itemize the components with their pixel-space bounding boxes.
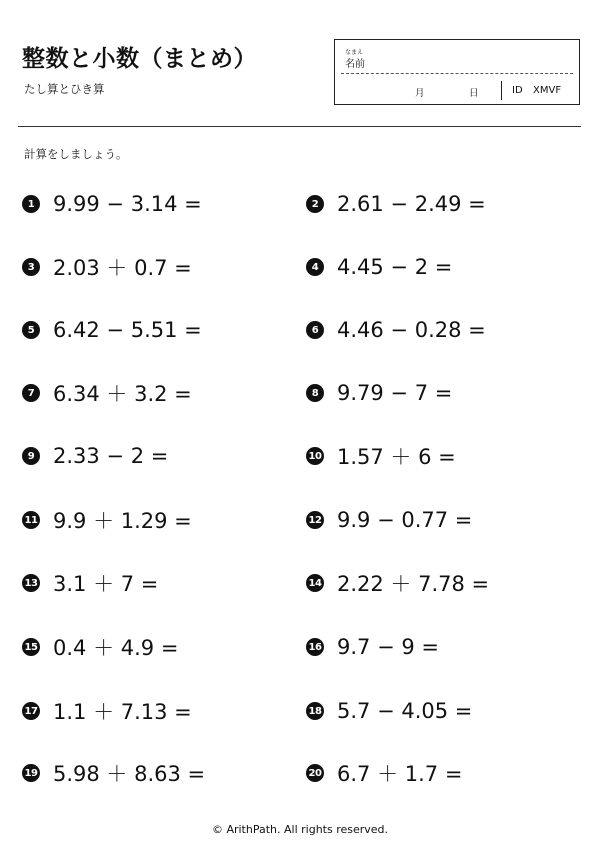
problem-item xyxy=(22,442,168,470)
problem-number-badge: 15 xyxy=(22,638,40,656)
problem-expression: 2.33 − 2 = xyxy=(53,444,169,468)
problem-item xyxy=(22,506,192,534)
problem-expression: 9.79 − 7 = xyxy=(337,381,453,405)
problem-number-badge: 6 xyxy=(306,321,324,339)
day-label: 日 xyxy=(469,88,479,99)
problem-expression: 2.61 − 2.49 = xyxy=(337,192,486,216)
problem-item xyxy=(306,759,462,787)
problem-number-badge: 18 xyxy=(306,702,324,720)
problem-item xyxy=(306,697,472,725)
problem-item xyxy=(306,633,439,661)
problem-item xyxy=(306,569,489,597)
problem-number-badge: 14 xyxy=(306,574,324,592)
problem-item xyxy=(22,316,202,344)
problem-number-badge: 1 xyxy=(22,195,40,213)
name-box-divider xyxy=(501,81,502,100)
problem-number-badge: 9 xyxy=(22,447,40,465)
problem-item xyxy=(306,442,456,470)
problem-item xyxy=(306,316,486,344)
problem-expression: 6.34 ＋ 3.2 = xyxy=(53,382,192,406)
copyright-footer: © ArithPath. All rights reserved. xyxy=(211,823,389,836)
problem-expression: 6.42 − 5.51 = xyxy=(53,318,202,342)
problem-expression: 4.46 − 0.28 = xyxy=(337,318,486,342)
problem-number-badge: 3 xyxy=(22,258,40,276)
name-box xyxy=(334,39,580,105)
problem-expression: 2.03 ＋ 0.7 = xyxy=(53,256,192,280)
problem-item xyxy=(22,569,158,597)
month-label: 月 xyxy=(415,88,425,99)
problem-expression: 5.98 ＋ 8.63 = xyxy=(53,762,206,786)
name-label: 名前 xyxy=(345,59,365,70)
problem-number-badge: 5 xyxy=(22,321,40,339)
problem-number-badge: 20 xyxy=(306,764,324,782)
problem-number-badge: 10 xyxy=(306,447,324,465)
problem-expression: 3.1 ＋ 7 = xyxy=(53,572,159,596)
problem-item xyxy=(22,190,202,218)
problem-number-badge: 19 xyxy=(22,764,40,782)
problem-number-badge: 13 xyxy=(22,574,40,592)
problem-expression: 9.9 ＋ 1.29 = xyxy=(53,509,192,533)
id-value: XMVF xyxy=(533,85,562,96)
instruction: 計算をしましょう。 xyxy=(24,147,128,161)
problem-item xyxy=(22,253,192,281)
problem-expression: 6.7 ＋ 1.7 = xyxy=(337,762,463,786)
problem-expression: 0.4 ＋ 4.9 = xyxy=(53,636,179,660)
problem-item xyxy=(306,506,472,534)
header-divider xyxy=(18,126,581,127)
problem-item xyxy=(22,633,178,661)
problem-item xyxy=(22,759,205,787)
problem-number-badge: 8 xyxy=(306,384,324,402)
problem-expression: 4.45 − 2 = xyxy=(337,255,453,279)
problem-item xyxy=(306,190,486,218)
problem-item xyxy=(306,253,452,281)
problem-number-badge: 2 xyxy=(306,195,324,213)
problem-expression: 1.1 ＋ 7.13 = xyxy=(53,700,192,724)
problem-expression: 1.57 ＋ 6 = xyxy=(337,445,456,469)
problem-expression: 9.99 − 3.14 = xyxy=(53,192,202,216)
problem-expression: 5.7 − 4.05 = xyxy=(337,699,473,723)
problem-item xyxy=(22,379,192,407)
name-furigana: なまえ xyxy=(345,49,364,56)
problem-expression: 9.7 − 9 = xyxy=(337,635,439,659)
problem-number-badge: 4 xyxy=(306,258,324,276)
problem-number-badge: 12 xyxy=(306,511,324,529)
page-title: 整数と小数（まとめ） xyxy=(22,46,257,72)
problem-item xyxy=(306,379,452,407)
problem-expression: 2.22 ＋ 7.78 = xyxy=(337,572,490,596)
problem-expression: 9.9 − 0.77 = xyxy=(337,508,473,532)
problem-number-badge: 7 xyxy=(22,384,40,402)
problem-number-badge: 17 xyxy=(22,702,40,720)
name-write-line xyxy=(341,73,573,74)
problem-number-badge: 16 xyxy=(306,638,324,656)
page-subtitle: たし算とひき算 xyxy=(24,82,105,96)
problem-number-badge: 11 xyxy=(22,511,40,529)
problem-item xyxy=(22,697,192,725)
id-label: ID xyxy=(512,85,523,96)
